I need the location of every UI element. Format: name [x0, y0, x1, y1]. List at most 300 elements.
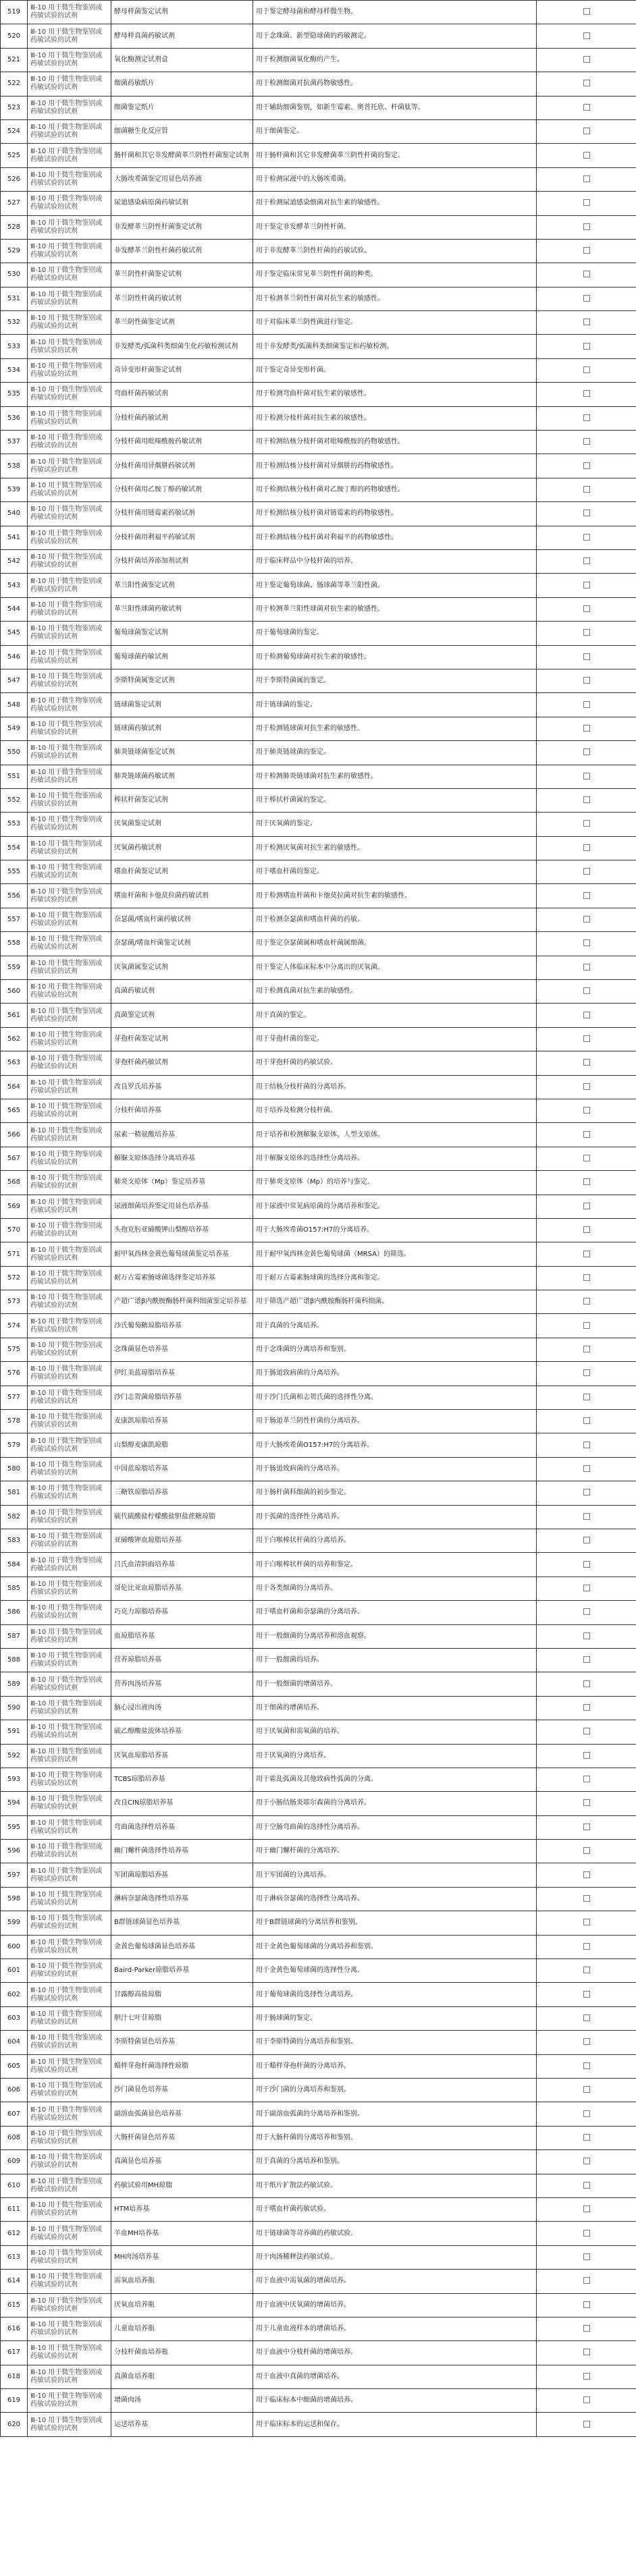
intended-use: 用于非发酵类/弧菌科类细菌鉴定和药敏检测。 — [253, 335, 537, 358]
row-number: 564 — [1, 1075, 28, 1099]
category-cell: Ⅲ-10 用于微生物鉴别或药敏试验的试剂 — [28, 263, 111, 287]
checkbox-icon — [583, 1847, 590, 1854]
checkbox-icon — [583, 987, 590, 994]
category-cell: Ⅲ-10 用于微生物鉴别或药敏试验的试剂 — [28, 1553, 111, 1577]
intended-use: 用于厌氧菌和需氧菌的培养。 — [253, 1720, 537, 1744]
catalog-rows — [1, 1, 636, 2437]
table-row — [1, 2078, 636, 2102]
mark-cell — [537, 1290, 636, 1314]
intended-use: 用于小肠结肠炎耶尔森菌的分离培养。 — [253, 1792, 537, 1815]
row-number: 606 — [1, 2078, 28, 2102]
row-number: 607 — [1, 2102, 28, 2126]
checkbox-icon — [583, 1513, 590, 1520]
mark-cell — [537, 1720, 636, 1744]
category-cell: Ⅲ-10 用于微生物鉴别或药敏试验的试剂 — [28, 239, 111, 263]
category-cell: Ⅲ-10 用于微生物鉴别或药敏试验的试剂 — [28, 574, 111, 597]
intended-use: 用于葡萄球菌的选择性分离培养。 — [253, 1983, 537, 2006]
row-number: 532 — [1, 311, 28, 335]
category-cell: Ⅲ-10 用于微生物鉴别或药敏试验的试剂 — [28, 1218, 111, 1242]
mark-cell — [537, 1529, 636, 1553]
row-number: 576 — [1, 1362, 28, 1386]
table-row — [1, 215, 636, 239]
reagent-name: 念珠菌显色培养基 — [111, 1338, 253, 1361]
checkbox-icon — [583, 1585, 590, 1591]
category-cell: Ⅲ-10 用于微生物鉴别或药敏试验的试剂 — [28, 119, 111, 143]
reagent-name: 革兰阳性菌鉴定试剂 — [111, 574, 253, 597]
category-cell: Ⅲ-10 用于微生物鉴别或药敏试验的试剂 — [28, 1792, 111, 1815]
reagent-name: 细菌鉴定纸片 — [111, 96, 253, 119]
table-row — [1, 741, 636, 765]
intended-use: 用于真菌的分离培养。 — [253, 1314, 537, 1338]
row-number: 551 — [1, 765, 28, 788]
row-number: 553 — [1, 813, 28, 836]
reagent-name: 厌氧血培养瓶 — [111, 2293, 253, 2317]
mark-cell — [537, 311, 636, 335]
intended-use: 用于肉汤稀释法药敏试验。 — [253, 2245, 537, 2269]
row-number: 610 — [1, 2174, 28, 2197]
intended-use: 用于检测结核分枝杆菌对利福平的药物敏感性。 — [253, 526, 537, 549]
row-number: 527 — [1, 192, 28, 215]
reagent-name: 链球菌鉴定试剂 — [111, 693, 253, 717]
row-number: 597 — [1, 1863, 28, 1887]
mark-cell — [537, 383, 636, 406]
row-number: 565 — [1, 1099, 28, 1122]
mark-cell — [537, 741, 636, 765]
mark-cell — [537, 2054, 636, 2078]
category-cell: Ⅲ-10 用于微生物鉴别或药敏试验的试剂 — [28, 1362, 111, 1386]
reagent-name: MH肉汤培养基 — [111, 2245, 253, 2269]
category-cell: Ⅲ-10 用于微生物鉴别或药敏试验的试剂 — [28, 1123, 111, 1147]
table-row — [1, 1935, 636, 1958]
table-row — [1, 2150, 636, 2174]
checkbox-icon — [583, 1465, 590, 1472]
reagent-name: 奈瑟菌/嗜血杆菌药敏试剂 — [111, 908, 253, 931]
mark-cell — [537, 1027, 636, 1051]
table-row — [1, 1672, 636, 1696]
reagent-name: 耐万古霉素肠球菌选择鉴定培养基 — [111, 1266, 253, 1290]
checkbox-icon — [583, 1824, 590, 1830]
intended-use: 用于副溶血弧菌的分离培养和鉴别。 — [253, 2102, 537, 2126]
row-number: 604 — [1, 2031, 28, 2054]
category-cell: Ⅲ-10 用于微生物鉴别或药敏试验的试剂 — [28, 1624, 111, 1648]
intended-use: 用于B群链球菌的分离培养和鉴别。 — [253, 1911, 537, 1935]
mark-cell — [537, 2413, 636, 2436]
mark-cell — [537, 287, 636, 310]
checkbox-icon — [583, 629, 590, 636]
row-number: 539 — [1, 478, 28, 501]
intended-use: 用于念珠菌、新型隐球菌的药敏测定。 — [253, 24, 537, 48]
checkbox-icon — [583, 1012, 590, 1018]
table-row — [1, 1696, 636, 1720]
row-number: 549 — [1, 717, 28, 740]
intended-use: 用于细菌鉴定。 — [253, 119, 537, 143]
category-cell: Ⅲ-10 用于微生物鉴别或药敏试验的试剂 — [28, 1911, 111, 1935]
mark-cell — [537, 1242, 636, 1266]
checkbox-icon — [583, 1417, 590, 1424]
row-number: 577 — [1, 1386, 28, 1409]
category-cell: Ⅲ-10 用于微生物鉴别或药敏试验的试剂 — [28, 1601, 111, 1624]
checkbox-icon — [583, 1322, 590, 1329]
checkbox-icon — [583, 1394, 590, 1400]
table-row — [1, 765, 636, 788]
reagent-name: 芽孢杆菌鉴定试剂 — [111, 1027, 253, 1051]
intended-use: 用于检测结核分枝杆菌对乙胺丁醇的药物敏感性。 — [253, 478, 537, 501]
table-row — [1, 693, 636, 717]
row-number: 614 — [1, 2270, 28, 2293]
intended-use: 用于大肠埃希菌O157:H7的分离培养。 — [253, 1433, 537, 1457]
checkbox-icon — [583, 343, 590, 350]
intended-use: 用于肠杆菌和其它非发酵菌革兰阴性杆菌的鉴定。 — [253, 144, 537, 167]
reagent-name: 吕氏血清斜面培养基 — [111, 1553, 253, 1577]
table-row — [1, 1840, 636, 1863]
category-cell: Ⅲ-10 用于微生物鉴别或药敏试验的试剂 — [28, 454, 111, 478]
intended-use: 用于对临床革兰阴性菌进行鉴定。 — [253, 311, 537, 335]
reagent-name: 弯曲杆菌药敏试剂 — [111, 383, 253, 406]
reagent-name: 大肠杆菌显色培养基 — [111, 2126, 253, 2149]
row-number: 524 — [1, 119, 28, 143]
intended-use: 用于沙门氏菌和志贺氏菌的选择性分离。 — [253, 1386, 537, 1409]
category-cell: Ⅲ-10 用于微生物鉴别或药敏试验的试剂 — [28, 1195, 111, 1218]
row-number: 592 — [1, 1744, 28, 1767]
intended-use: 用于血液中厌氧菌的增菌培养。 — [253, 2293, 537, 2317]
row-number: 613 — [1, 2245, 28, 2269]
checkbox-icon — [583, 414, 590, 421]
checkbox-icon — [583, 2038, 590, 2045]
category-cell: Ⅲ-10 用于微生物鉴别或药敏试验的试剂 — [28, 2174, 111, 2197]
row-number: 591 — [1, 1720, 28, 1744]
category-cell: Ⅲ-10 用于微生物鉴别或药敏试验的试剂 — [28, 1935, 111, 1958]
row-number: 581 — [1, 1481, 28, 1505]
intended-use: 用于金黄色葡萄球菌的分离培养和鉴别。 — [253, 1935, 537, 1958]
row-number: 617 — [1, 2341, 28, 2365]
mark-cell — [537, 1362, 636, 1386]
table-row — [1, 1338, 636, 1361]
reagent-name: 李斯特菌属鉴定试剂 — [111, 669, 253, 692]
intended-use: 用于临床标本中细菌的增菌培养。 — [253, 2389, 537, 2413]
row-number: 600 — [1, 1935, 28, 1958]
checkbox-icon — [583, 1991, 590, 1998]
mark-cell — [537, 645, 636, 669]
intended-use: 用于军团菌的分离培养。 — [253, 1863, 537, 1887]
checkbox-icon — [583, 1537, 590, 1543]
intended-use: 用于淋病奈瑟菌的选择性分离培养。 — [253, 1887, 537, 1911]
checkbox-icon — [583, 1203, 590, 1209]
reagent-name: 分枝杆菌用吡嗪酰胺药敏试剂 — [111, 431, 253, 454]
category-cell: Ⅲ-10 用于微生物鉴别或药敏试验的试剂 — [28, 2413, 111, 2436]
mark-cell — [537, 1147, 636, 1170]
checkbox-icon — [583, 2301, 590, 2308]
reagent-name: 非发酵类/弧菌科类细菌生化药敏检测试剂 — [111, 335, 253, 358]
row-number: 568 — [1, 1171, 28, 1195]
category-cell: Ⅲ-10 用于微生物鉴别或药敏试验的试剂 — [28, 788, 111, 812]
row-number: 602 — [1, 1983, 28, 2006]
checkbox-icon — [583, 1442, 590, 1448]
intended-use: 用于儿童血液样本的增菌培养。 — [253, 2317, 537, 2340]
row-number: 579 — [1, 1433, 28, 1457]
table-row — [1, 383, 636, 406]
reagent-name: HTM培养基 — [111, 2197, 253, 2221]
checkbox-icon — [583, 2277, 590, 2284]
row-number: 543 — [1, 574, 28, 597]
checkbox-icon — [583, 2182, 590, 2189]
mark-cell — [537, 2102, 636, 2126]
reagent-name: 葡萄球菌药敏试剂 — [111, 645, 253, 669]
checkbox-icon — [583, 534, 590, 541]
reagent-name: 革兰阴性杆菌药敏试剂 — [111, 287, 253, 310]
table-row — [1, 96, 636, 119]
mark-cell — [537, 1457, 636, 1481]
reagent-name: 分枝杆菌用异烟肼药敏试剂 — [111, 454, 253, 478]
table-row — [1, 1767, 636, 1791]
table-row — [1, 717, 636, 740]
checkbox-icon — [583, 1776, 590, 1782]
intended-use: 用于白喉棒状杆菌的分离培养。 — [253, 1529, 537, 1553]
reagent-name: 药敏试验用MH琼脂 — [111, 2174, 253, 2197]
checkbox-icon — [583, 390, 590, 397]
intended-use: 用于血液中真菌的增菌培养。 — [253, 2365, 537, 2388]
checkbox-icon — [583, 1226, 590, 1233]
reagent-name: 大肠埃希菌鉴定用显色培养液 — [111, 167, 253, 191]
category-cell: Ⅲ-10 用于微生物鉴别或药敏试验的试剂 — [28, 1242, 111, 1266]
mark-cell — [537, 2293, 636, 2317]
category-cell: Ⅲ-10 用于微生物鉴别或药敏试验的试剂 — [28, 908, 111, 931]
checkbox-icon — [583, 1346, 590, 1352]
table-row — [1, 1290, 636, 1314]
category-cell: Ⅲ-10 用于微生物鉴别或药敏试验的试剂 — [28, 956, 111, 979]
checkbox-icon — [583, 1251, 590, 1257]
reagent-name: 淋病奈瑟菌选择性培养基 — [111, 1887, 253, 1911]
table-row — [1, 1386, 636, 1409]
table-row — [1, 1553, 636, 1577]
checkbox-icon — [583, 1178, 590, 1185]
row-number: 529 — [1, 239, 28, 263]
intended-use: 用于结核分枝杆菌的分离培养。 — [253, 1075, 537, 1099]
checkbox-icon — [583, 1895, 590, 1902]
table-row — [1, 980, 636, 1004]
category-cell: Ⅲ-10 用于微生物鉴别或药敏试验的试剂 — [28, 1648, 111, 1672]
reagent-name: 副溶血弧菌显色培养基 — [111, 2102, 253, 2126]
mark-cell — [537, 1481, 636, 1505]
row-number: 588 — [1, 1648, 28, 1672]
row-number: 616 — [1, 2317, 28, 2340]
intended-use: 用于耐甲氧西林金黄色葡萄球菌（MRSA）的筛选。 — [253, 1242, 537, 1266]
mark-cell — [537, 1099, 636, 1122]
checkbox-icon — [583, 1633, 590, 1639]
row-number: 526 — [1, 167, 28, 191]
mark-cell — [537, 1648, 636, 1672]
row-number: 587 — [1, 1624, 28, 1648]
row-number: 573 — [1, 1290, 28, 1314]
row-number: 558 — [1, 932, 28, 956]
reagent-name: 金黄色葡萄球菌显色培养基 — [111, 1935, 253, 1958]
category-cell: Ⅲ-10 用于微生物鉴别或药敏试验的试剂 — [28, 1051, 111, 1075]
row-number: 537 — [1, 431, 28, 454]
checkbox-icon — [583, 653, 590, 660]
intended-use: 用于检测结核分枝杆菌对链霉素的药物敏感性。 — [253, 502, 537, 526]
row-number: 580 — [1, 1457, 28, 1481]
checkbox-icon — [583, 175, 590, 182]
row-number: 550 — [1, 741, 28, 765]
checkbox-icon — [583, 701, 590, 708]
mark-cell — [537, 597, 636, 621]
row-number: 570 — [1, 1218, 28, 1242]
reagent-name: 营养肉汤培养基 — [111, 1672, 253, 1696]
mark-cell — [537, 2317, 636, 2340]
checkbox-icon — [583, 1107, 590, 1114]
reagent-name: 幽门螺杆菌选择性培养基 — [111, 1840, 253, 1863]
checkbox-icon — [583, 939, 590, 946]
row-number: 608 — [1, 2126, 28, 2149]
mark-cell — [537, 549, 636, 573]
mark-cell — [537, 1, 636, 24]
reagent-name: 链球菌药敏试剂 — [111, 717, 253, 740]
intended-use: 用于李斯特菌属的鉴定。 — [253, 669, 537, 692]
category-cell: Ⅲ-10 用于微生物鉴别或药敏试验的试剂 — [28, 2126, 111, 2149]
row-number: 575 — [1, 1338, 28, 1361]
table-row — [1, 1457, 636, 1481]
intended-use: 用于一般细菌的分离培养和溶血观察。 — [253, 1624, 537, 1648]
intended-use: 用于辅助细菌鉴别，如新生霉素、奥普托欣、杆菌肽等。 — [253, 96, 537, 119]
mark-cell — [537, 693, 636, 717]
reagent-name: 棒状杆菌鉴定试剂 — [111, 788, 253, 812]
category-cell: Ⅲ-10 用于微生物鉴别或药敏试验的试剂 — [28, 2341, 111, 2365]
mark-cell — [537, 24, 636, 48]
reagent-name: 头孢克肟亚碲酸钾山梨醇培养基 — [111, 1218, 253, 1242]
table-row — [1, 526, 636, 549]
table-row — [1, 1720, 636, 1744]
reagent-name: 中国蓝琼脂培养基 — [111, 1457, 253, 1481]
checkbox-icon — [583, 1489, 590, 1496]
row-number: 563 — [1, 1051, 28, 1075]
reagent-name: 分枝杆菌用利福平药敏试剂 — [111, 526, 253, 549]
checkbox-icon — [583, 1059, 590, 1066]
checkbox-icon — [583, 1131, 590, 1138]
mark-cell — [537, 239, 636, 263]
row-number: 603 — [1, 2006, 28, 2030]
checkbox-icon — [583, 152, 590, 159]
reagent-name: 肺炎链球菌鉴定试剂 — [111, 741, 253, 765]
category-cell: Ⅲ-10 用于微生物鉴别或药敏试验的试剂 — [28, 1505, 111, 1529]
reagent-name: 营养琼脂培养基 — [111, 1648, 253, 1672]
checkbox-icon — [583, 56, 590, 63]
checkbox-icon — [583, 1035, 590, 1042]
intended-use: 用于空肠弯曲菌的选择性分离培养。 — [253, 1815, 537, 1839]
table-row — [1, 1123, 636, 1147]
mark-cell — [537, 1195, 636, 1218]
row-number: 535 — [1, 383, 28, 406]
intended-use: 用于各类细菌的分离培养。 — [253, 1577, 537, 1600]
row-number: 520 — [1, 24, 28, 48]
intended-use: 用于检测结核分枝杆菌对异烟肼的药物敏感性。 — [253, 454, 537, 478]
table-row — [1, 1051, 636, 1075]
category-cell: Ⅲ-10 用于微生物鉴别或药敏试验的试剂 — [28, 431, 111, 454]
mark-cell — [537, 2222, 636, 2245]
mark-cell — [537, 1433, 636, 1457]
row-number: 596 — [1, 1840, 28, 1863]
row-number: 542 — [1, 549, 28, 573]
row-number: 598 — [1, 1887, 28, 1911]
checkbox-icon — [583, 677, 590, 684]
checkbox-icon — [583, 1728, 590, 1734]
reagent-name: 改良罗氏培养基 — [111, 1075, 253, 1099]
mark-cell — [537, 72, 636, 96]
category-cell: Ⅲ-10 用于微生物鉴别或药敏试验的试剂 — [28, 2317, 111, 2340]
reagent-name: 葡萄球菌鉴定试剂 — [111, 622, 253, 645]
checkbox-icon — [583, 582, 590, 588]
category-cell: Ⅲ-10 用于微生物鉴别或药敏试验的试剂 — [28, 72, 111, 96]
category-cell: Ⅲ-10 用于微生物鉴别或药敏试验的试剂 — [28, 24, 111, 48]
intended-use: 用于临床样品中分枝杆菌的培养。 — [253, 549, 537, 573]
mark-cell — [537, 478, 636, 501]
mark-cell — [537, 1624, 636, 1648]
row-number: 521 — [1, 48, 28, 72]
mark-cell — [537, 1959, 636, 1983]
checkbox-icon — [583, 510, 590, 516]
mark-cell — [537, 1218, 636, 1242]
checkbox-icon — [583, 1083, 590, 1090]
category-cell: Ⅲ-10 用于微生物鉴别或药敏试验的试剂 — [28, 1386, 111, 1409]
row-number: 519 — [1, 1, 28, 24]
checkbox-icon — [583, 199, 590, 206]
reagent-name: 军团菌琼脂培养基 — [111, 1863, 253, 1887]
checkbox-icon — [583, 2158, 590, 2164]
mark-cell — [537, 836, 636, 860]
category-cell: Ⅲ-10 用于微生物鉴别或药敏试验的试剂 — [28, 2031, 111, 2054]
intended-use: 用于真菌的分离培养和鉴别。 — [253, 2150, 537, 2174]
reagent-name: 细菌糖生化反应管 — [111, 119, 253, 143]
table-row — [1, 454, 636, 478]
row-number: 541 — [1, 526, 28, 549]
reagent-name: 沙门志贺菌琼脂培养基 — [111, 1386, 253, 1409]
intended-use: 用于链球菌的鉴定。 — [253, 693, 537, 717]
intended-use: 用于检测尿道感染细菌对抗生素的敏感性。 — [253, 192, 537, 215]
intended-use: 用于检测革兰阴性杆菌对抗生素的敏感性。 — [253, 287, 537, 310]
category-cell: Ⅲ-10 用于微生物鉴别或药敏试验的试剂 — [28, 2006, 111, 2030]
mark-cell — [537, 908, 636, 931]
category-cell: Ⅲ-10 用于微生物鉴别或药敏试验的试剂 — [28, 311, 111, 335]
row-number: 589 — [1, 1672, 28, 1696]
reagent-name: 伊红美蓝琼脂培养基 — [111, 1362, 253, 1386]
category-cell: Ⅲ-10 用于微生物鉴别或药敏试验的试剂 — [28, 1099, 111, 1122]
reagent-name: 奈瑟菌/嗜血杆菌鉴定试剂 — [111, 932, 253, 956]
category-cell: Ⅲ-10 用于微生物鉴别或药敏试验的试剂 — [28, 836, 111, 860]
mark-cell — [537, 1075, 636, 1099]
category-cell: Ⅲ-10 用于微生物鉴别或药敏试验的试剂 — [28, 1338, 111, 1361]
intended-use: 用于肠杆菌科细菌的初步鉴定。 — [253, 1481, 537, 1505]
category-cell: Ⅲ-10 用于微生物鉴别或药敏试验的试剂 — [28, 192, 111, 215]
row-number: 583 — [1, 1529, 28, 1553]
intended-use: 用于芽孢杆菌的药敏试验。 — [253, 1051, 537, 1075]
checkbox-icon — [583, 1704, 590, 1711]
category-cell: Ⅲ-10 用于微生物鉴别或药敏试验的试剂 — [28, 1314, 111, 1338]
row-number: 530 — [1, 263, 28, 287]
reagent-name: 肺炎链球菌药敏试剂 — [111, 765, 253, 788]
category-cell: Ⅲ-10 用于微生物鉴别或药敏试验的试剂 — [28, 2078, 111, 2102]
intended-use: 用于鉴定临床常见革兰阴性杆菌的种类。 — [253, 263, 537, 287]
category-cell: Ⅲ-10 用于微生物鉴别或药敏试验的试剂 — [28, 1672, 111, 1696]
intended-use: 用于培养和检测解脲支原体、人型支原体。 — [253, 1123, 537, 1147]
intended-use: 用于一般细菌的培养。 — [253, 1648, 537, 1672]
checkbox-icon — [583, 2015, 590, 2021]
category-cell: Ⅲ-10 用于微生物鉴别或药敏试验的试剂 — [28, 693, 111, 717]
category-cell: Ⅲ-10 用于微生物鉴别或药敏试验的试剂 — [28, 2270, 111, 2293]
table-row — [1, 1815, 636, 1839]
reagent-name: 尿素一精氨酸培养基 — [111, 1123, 253, 1147]
mark-cell — [537, 2150, 636, 2174]
reagent-name: 革兰阳性球菌药敏试剂 — [111, 597, 253, 621]
category-cell: Ⅲ-10 用于微生物鉴别或药敏试验的试剂 — [28, 932, 111, 956]
category-cell: Ⅲ-10 用于微生物鉴别或药敏试验的试剂 — [28, 717, 111, 740]
